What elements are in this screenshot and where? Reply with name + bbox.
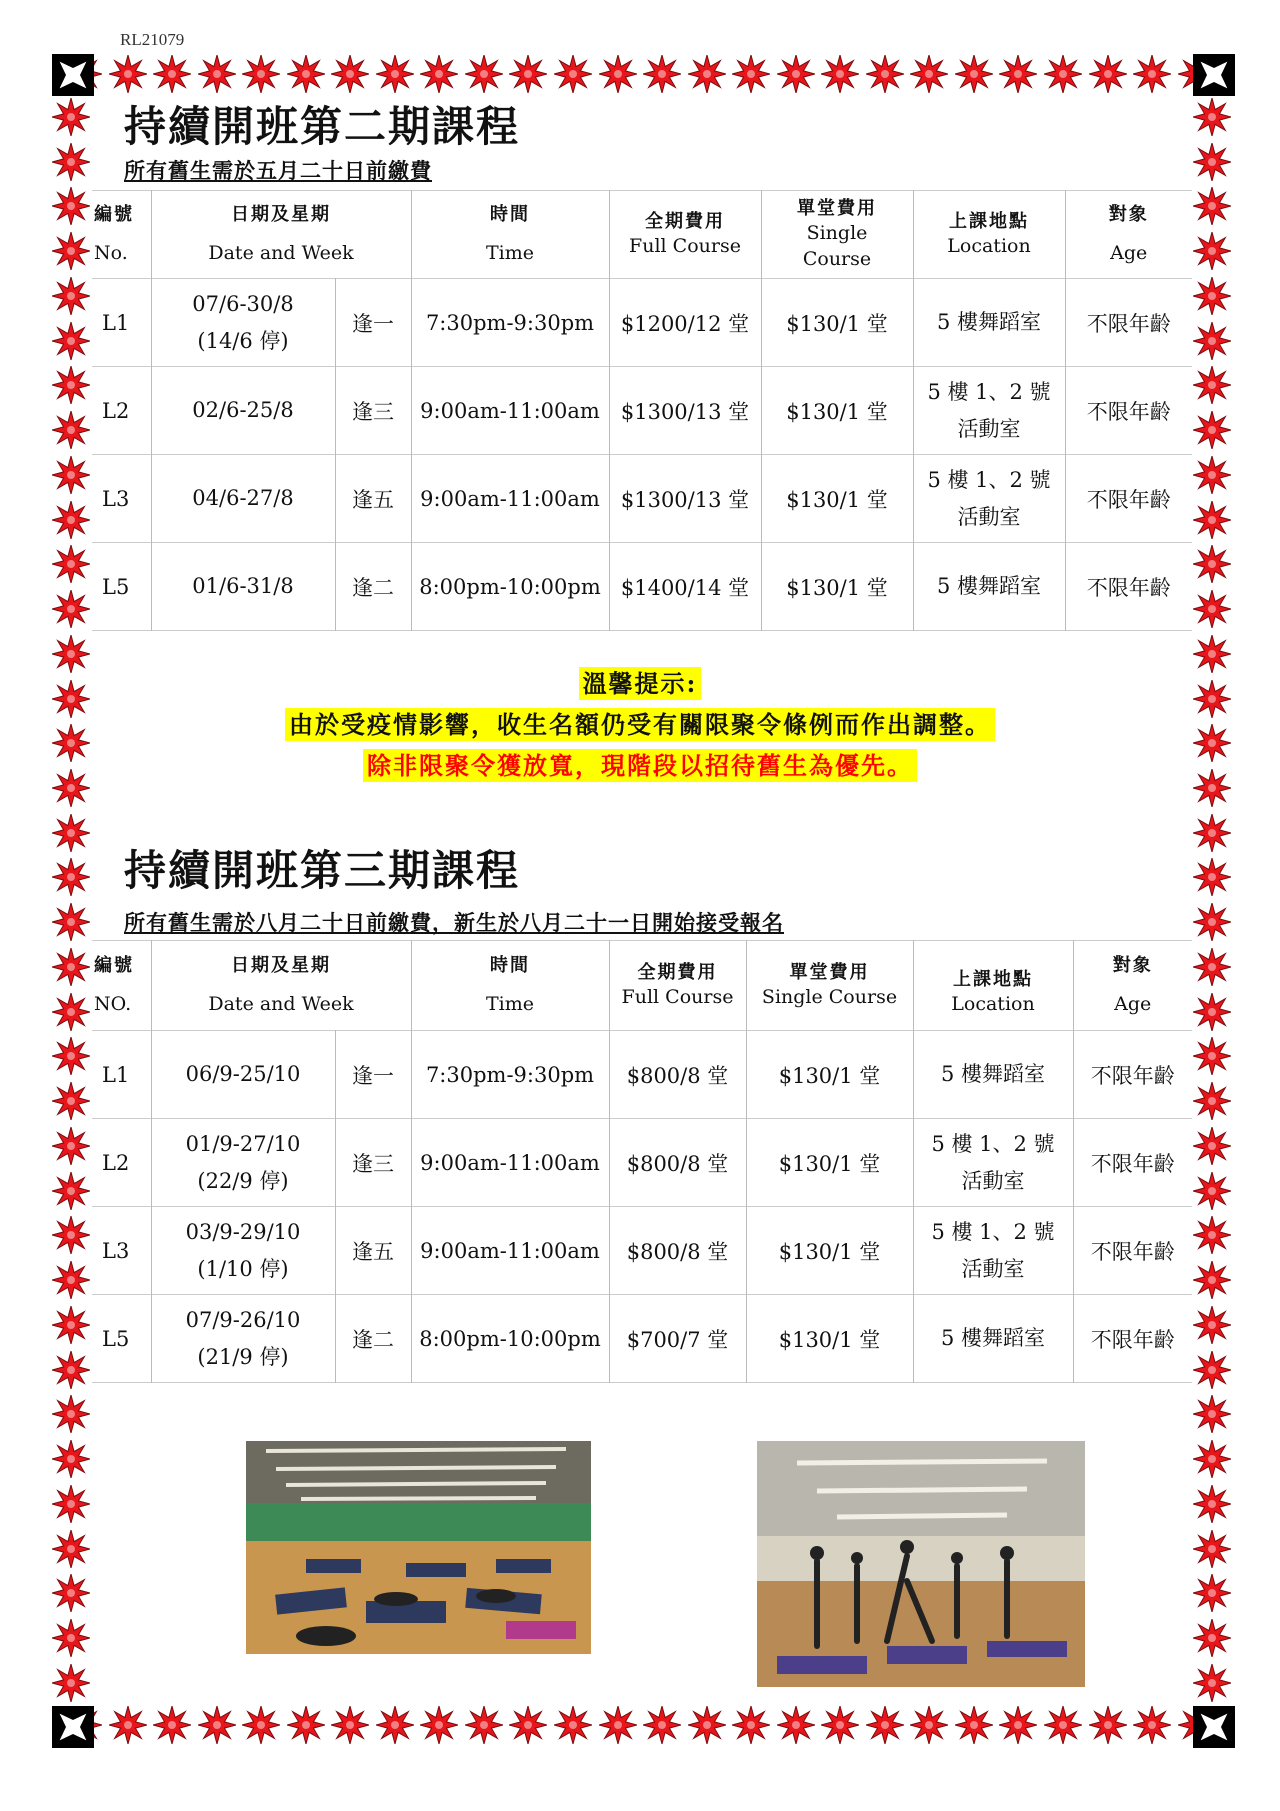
notice-heading: 溫馨提示:: [579, 667, 702, 700]
red-star-icon: [52, 1306, 92, 1344]
col-header-full-fee: 全期費用 Full Course: [609, 941, 746, 1031]
red-star-icon: [465, 55, 503, 95]
red-star-icon: [52, 232, 92, 270]
table-row: [92, 1207, 1192, 1295]
red-star-icon: [52, 948, 92, 986]
course-weekday: 逢五: [335, 455, 411, 543]
course-full-fee: $800/8 堂: [609, 1207, 746, 1295]
course-full-fee: $800/8 堂: [609, 1119, 746, 1207]
term2-payment-note: 所有舊生需於五月二十日前繳費: [124, 158, 432, 183]
course-code: L3: [102, 1238, 130, 1263]
course-dates: 01/6-31/8: [151, 543, 335, 631]
red-star-icon: [1193, 366, 1233, 404]
course-location: 5 樓舞蹈室: [913, 279, 1065, 367]
left-star-border: [52, 98, 92, 1702]
red-star-icon: [52, 1261, 92, 1299]
red-star-icon: [688, 1706, 726, 1746]
notice-line-priority: 除非限聚令獲放寬，現階段以招待舊生為優先。: [363, 749, 917, 782]
table-header-row: [92, 941, 1192, 1031]
red-star-icon: [331, 55, 369, 95]
red-star-icon: [1089, 55, 1127, 95]
course-age: 不限年齡: [1073, 1119, 1192, 1207]
red-star-icon: [242, 55, 280, 95]
course-full-fee: $1300/13 堂: [609, 367, 761, 455]
red-star-icon: [1193, 948, 1233, 986]
table-row: [92, 543, 1192, 631]
red-star-icon: [688, 55, 726, 95]
yoga-class-standing-pose-photo: [757, 1441, 1085, 1687]
course-age: 不限年齡: [1065, 455, 1192, 543]
course-age: 不限年齡: [1065, 367, 1192, 455]
red-star-icon: [1193, 1664, 1233, 1702]
course-code: L5: [102, 574, 130, 599]
course-single-fee: $130/1 堂: [746, 1031, 913, 1119]
col-header-age: 對象 Age: [1065, 191, 1192, 279]
red-star-icon: [1193, 143, 1233, 181]
term3-title: 持續開班第三期課程: [124, 846, 521, 895]
course-time: 9:00am-11:00am: [411, 367, 609, 455]
col-header-code: 編號 NO.: [94, 954, 134, 1015]
course-dates: 01/9-27/10 (22/9 停): [151, 1119, 335, 1207]
red-star-icon: [1193, 1351, 1233, 1389]
red-star-icon: [52, 858, 92, 896]
course-location: 5 樓舞蹈室: [913, 1031, 1073, 1119]
red-star-icon: [1193, 858, 1233, 896]
course-time: 7:30pm-9:30pm: [411, 279, 609, 367]
term2-schedule-table: [92, 190, 1192, 631]
red-star-icon: [420, 55, 458, 95]
reference-code: RL21079: [120, 30, 185, 49]
right-star-border: [1193, 98, 1233, 1702]
yoga-class-floor-photo: [246, 1441, 591, 1654]
red-star-icon: [52, 1574, 92, 1612]
col-header-date: 日期及星期 Date and Week: [151, 191, 411, 279]
table-row: [92, 1119, 1192, 1207]
table-row: [92, 367, 1192, 455]
col-header-time: 時間 Time: [411, 191, 609, 279]
course-time: 9:00am-11:00am: [411, 1119, 609, 1207]
course-single-fee: $130/1 堂: [746, 1119, 913, 1207]
course-dates: 02/6-25/8: [151, 367, 335, 455]
course-weekday: 逢二: [335, 543, 411, 631]
term3-payment-note: 所有舊生需於八月二十日前繳費，新生於八月二十一日開始接受報名: [124, 910, 784, 935]
red-star-icon: [52, 1395, 92, 1433]
red-star-icon: [777, 1706, 815, 1746]
col-header-single-fee: 單堂費用 Single Course: [761, 191, 913, 279]
red-star-icon: [52, 501, 92, 539]
red-star-icon: [1193, 98, 1233, 136]
col-header-time: 時間 Time: [411, 941, 609, 1031]
red-star-icon: [52, 1664, 92, 1702]
red-star-icon: [1193, 1172, 1233, 1210]
course-dates: 03/9-29/10 (1/10 停): [151, 1207, 335, 1295]
course-time: 9:00am-11:00am: [411, 455, 609, 543]
col-header-date: 日期及星期 Date and Week: [151, 941, 411, 1031]
course-location: 5 樓舞蹈室: [913, 1295, 1073, 1383]
col-header-single-fee: 單堂費用 Single Course: [746, 941, 913, 1031]
course-location: 5 樓 1、2 號 活動室: [913, 455, 1065, 543]
red-star-icon: [52, 98, 92, 136]
red-star-icon: [153, 55, 191, 95]
red-star-icon: [1193, 814, 1233, 852]
red-star-icon: [999, 1706, 1037, 1746]
red-star-icon: [866, 55, 904, 95]
table-row: [92, 455, 1192, 543]
table-row: [92, 279, 1192, 367]
red-star-icon: [376, 1706, 414, 1746]
red-star-icon: [1133, 55, 1171, 95]
course-weekday: 逢一: [335, 279, 411, 367]
red-star-icon: [52, 1082, 92, 1120]
red-star-icon: [52, 1216, 92, 1254]
course-location: 5 樓 1、2 號 活動室: [913, 367, 1065, 455]
red-star-icon: [821, 1706, 859, 1746]
red-star-icon: [643, 1706, 681, 1746]
course-single-fee: $130/1 堂: [746, 1207, 913, 1295]
red-star-icon: [198, 55, 236, 95]
red-star-icon: [599, 1706, 637, 1746]
red-star-icon: [109, 1706, 147, 1746]
red-star-icon: [153, 1706, 191, 1746]
course-code: L1: [102, 310, 130, 335]
course-age: 不限年齡: [1073, 1031, 1192, 1119]
red-star-icon: [52, 1619, 92, 1657]
notice-line-quota: 由於受疫情影響，收生名額仍受有關限聚令條例而作出調整。: [285, 708, 995, 741]
white-star-corner-icon: [1193, 54, 1235, 96]
red-star-icon: [198, 1706, 236, 1746]
red-star-icon: [1193, 277, 1233, 315]
course-age: 不限年齡: [1065, 279, 1192, 367]
red-star-icon: [554, 1706, 592, 1746]
red-star-icon: [109, 55, 147, 95]
course-full-fee: $1400/14 堂: [609, 543, 761, 631]
course-weekday: 逢二: [335, 1295, 411, 1383]
red-star-icon: [52, 411, 92, 449]
warm-reminder-notice: [0, 663, 1280, 786]
red-star-icon: [52, 1440, 92, 1478]
white-star-corner-icon: [52, 1706, 94, 1748]
course-location: 5 樓 1、2 號 活動室: [913, 1207, 1073, 1295]
red-star-icon: [1193, 1530, 1233, 1568]
course-location: 5 樓舞蹈室: [913, 543, 1065, 631]
red-star-icon: [1193, 545, 1233, 583]
course-dates: 07/6-30/8 (14/6 停): [151, 279, 335, 367]
red-star-icon: [1193, 1082, 1233, 1120]
course-code: L2: [102, 1150, 130, 1175]
red-star-icon: [1089, 1706, 1127, 1746]
red-star-icon: [1044, 1706, 1082, 1746]
red-star-icon: [1193, 1574, 1233, 1612]
course-weekday: 逢一: [335, 1031, 411, 1119]
white-star-corner-icon: [1193, 1706, 1235, 1748]
red-star-icon: [52, 322, 92, 360]
red-star-icon: [376, 55, 414, 95]
red-star-icon: [52, 143, 92, 181]
course-time: 8:00pm-10:00pm: [411, 543, 609, 631]
red-star-icon: [52, 366, 92, 404]
red-star-icon: [1193, 1261, 1233, 1299]
term2-title: 持續開班第二期課程: [124, 102, 521, 151]
red-star-icon: [52, 1172, 92, 1210]
course-full-fee: $1300/13 堂: [609, 455, 761, 543]
red-star-icon: [287, 55, 325, 95]
red-star-icon: [1193, 456, 1233, 494]
red-star-icon: [1133, 1706, 1171, 1746]
red-star-icon: [420, 1706, 458, 1746]
red-star-icon: [777, 55, 815, 95]
red-star-icon: [554, 55, 592, 95]
course-dates: 06/9-25/10: [151, 1031, 335, 1119]
red-star-icon: [509, 55, 547, 95]
red-star-icon: [52, 545, 92, 583]
red-star-icon: [1193, 993, 1233, 1031]
red-star-icon: [52, 187, 92, 225]
course-single-fee: $130/1 堂: [761, 455, 913, 543]
course-code: L2: [102, 398, 130, 423]
red-star-icon: [1193, 187, 1233, 225]
bottom-star-border: [64, 1706, 1216, 1746]
course-full-fee: $800/8 堂: [609, 1031, 746, 1119]
red-star-icon: [599, 55, 637, 95]
red-star-icon: [1193, 322, 1233, 360]
top-star-border: [64, 55, 1216, 95]
red-star-icon: [1193, 1127, 1233, 1165]
col-header-location: 上課地點 Location: [913, 191, 1065, 279]
course-code: L5: [102, 1326, 130, 1351]
course-single-fee: $130/1 堂: [761, 543, 913, 631]
red-star-icon: [1193, 590, 1233, 628]
course-single-fee: $130/1 堂: [761, 279, 913, 367]
red-star-icon: [52, 1530, 92, 1568]
table-row: [92, 1295, 1192, 1383]
red-star-icon: [52, 590, 92, 628]
col-header-code: 編號 No.: [94, 203, 134, 264]
red-star-icon: [1193, 1216, 1233, 1254]
red-star-icon: [1193, 1485, 1233, 1523]
white-star-corner-icon: [52, 54, 94, 96]
term3-schedule-table: [92, 940, 1192, 1383]
red-star-icon: [52, 1037, 92, 1075]
red-star-icon: [910, 55, 948, 95]
red-star-icon: [1193, 1619, 1233, 1657]
red-star-icon: [52, 814, 92, 852]
red-star-icon: [1193, 1440, 1233, 1478]
course-dates: 04/6-27/8: [151, 455, 335, 543]
red-star-icon: [509, 1706, 547, 1746]
course-time: 9:00am-11:00am: [411, 1207, 609, 1295]
course-full-fee: $1200/12 堂: [609, 279, 761, 367]
course-location: 5 樓 1、2 號 活動室: [913, 1119, 1073, 1207]
red-star-icon: [242, 1706, 280, 1746]
course-full-fee: $700/7 堂: [609, 1295, 746, 1383]
red-star-icon: [52, 993, 92, 1031]
red-star-icon: [955, 55, 993, 95]
course-age: 不限年齡: [1065, 543, 1192, 631]
course-code: L1: [102, 1062, 130, 1087]
course-time: 8:00pm-10:00pm: [411, 1295, 609, 1383]
col-header-location: 上課地點 Location: [913, 941, 1073, 1031]
red-star-icon: [331, 1706, 369, 1746]
red-star-icon: [287, 1706, 325, 1746]
red-star-icon: [643, 55, 681, 95]
red-star-icon: [1193, 501, 1233, 539]
red-star-icon: [52, 1351, 92, 1389]
course-age: 不限年齡: [1073, 1207, 1192, 1295]
red-star-icon: [52, 1127, 92, 1165]
red-star-icon: [821, 55, 859, 95]
red-star-icon: [999, 55, 1037, 95]
red-star-icon: [732, 1706, 770, 1746]
red-star-icon: [732, 55, 770, 95]
course-weekday: 逢三: [335, 1119, 411, 1207]
red-star-icon: [955, 1706, 993, 1746]
red-star-icon: [52, 1485, 92, 1523]
course-weekday: 逢五: [335, 1207, 411, 1295]
course-time: 7:30pm-9:30pm: [411, 1031, 609, 1119]
red-star-icon: [1193, 903, 1233, 941]
red-star-icon: [52, 903, 92, 941]
course-age: 不限年齡: [1073, 1295, 1192, 1383]
course-single-fee: $130/1 堂: [761, 367, 913, 455]
red-star-icon: [1193, 411, 1233, 449]
red-star-icon: [1193, 1395, 1233, 1433]
course-code: L3: [102, 486, 130, 511]
red-star-icon: [52, 277, 92, 315]
course-dates: 07/9-26/10 (21/9 停): [151, 1295, 335, 1383]
table-header-row: [92, 191, 1192, 279]
red-star-icon: [910, 1706, 948, 1746]
table-row: [92, 1031, 1192, 1119]
course-single-fee: $130/1 堂: [746, 1295, 913, 1383]
red-star-icon: [866, 1706, 904, 1746]
red-star-icon: [52, 456, 92, 494]
col-header-full-fee: 全期費用 Full Course: [609, 191, 761, 279]
red-star-icon: [1044, 55, 1082, 95]
red-star-icon: [1193, 232, 1233, 270]
red-star-icon: [1193, 1306, 1233, 1344]
red-star-icon: [465, 1706, 503, 1746]
course-weekday: 逢三: [335, 367, 411, 455]
red-star-icon: [1193, 1037, 1233, 1075]
col-header-age: 對象 Age: [1073, 941, 1192, 1031]
